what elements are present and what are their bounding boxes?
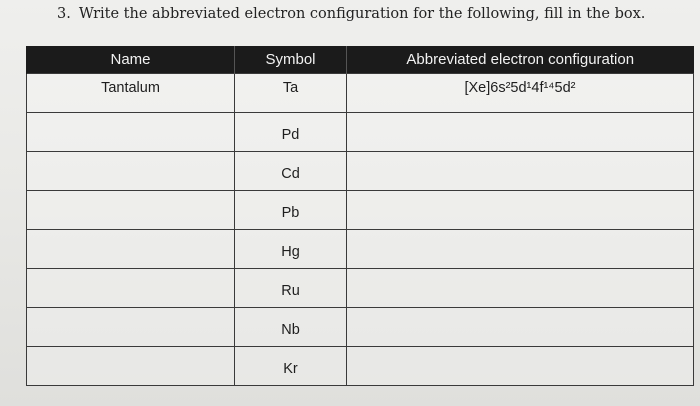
configuration-cell[interactable] xyxy=(347,191,694,230)
configuration-cell[interactable] xyxy=(347,230,694,269)
configuration-text: [Xe]6s²5d¹4f¹⁴5d² xyxy=(464,80,576,96)
question-number: 3. xyxy=(57,6,71,22)
symbol-text: Hg xyxy=(281,244,300,260)
header-name: Name xyxy=(27,46,235,74)
symbol-text: Cd xyxy=(281,166,300,182)
question-prompt xyxy=(57,6,645,22)
name-text: Tantalum xyxy=(101,80,160,96)
symbol-cell xyxy=(235,347,347,386)
table-row xyxy=(27,152,694,191)
configuration-cell[interactable] xyxy=(347,152,694,191)
table-row xyxy=(27,191,694,230)
name-cell[interactable] xyxy=(27,308,235,347)
table-row xyxy=(27,308,694,347)
name-cell[interactable] xyxy=(27,152,235,191)
symbol-cell xyxy=(235,152,347,191)
symbol-cell xyxy=(235,269,347,308)
name-cell[interactable] xyxy=(27,347,235,386)
table-row xyxy=(27,113,694,152)
symbol-text: Pb xyxy=(281,205,300,221)
symbol-cell xyxy=(235,191,347,230)
name-cell[interactable] xyxy=(27,191,235,230)
symbol-cell xyxy=(235,308,347,347)
table-row xyxy=(27,347,694,386)
electron-configuration-table xyxy=(26,46,694,386)
header-configuration: Abbreviated electron configuration xyxy=(347,46,694,74)
configuration-cell[interactable] xyxy=(347,308,694,347)
name-cell[interactable] xyxy=(27,113,235,152)
name-cell[interactable] xyxy=(27,74,235,113)
table-row xyxy=(27,269,694,308)
name-cell[interactable] xyxy=(27,269,235,308)
configuration-cell[interactable] xyxy=(347,74,694,113)
symbol-text: Ta xyxy=(282,80,299,96)
table-row xyxy=(27,74,694,113)
configuration-cell[interactable] xyxy=(347,269,694,308)
table-row xyxy=(27,230,694,269)
question-text: Write the abbreviated electron configuration for the following, fill in the box. xyxy=(78,6,646,22)
symbol-text: Pd xyxy=(281,127,300,143)
configuration-cell[interactable] xyxy=(347,347,694,386)
symbol-text: Nb xyxy=(281,322,300,338)
name-cell[interactable] xyxy=(27,230,235,269)
header-symbol: Symbol xyxy=(235,46,347,74)
symbol-cell xyxy=(235,113,347,152)
symbol-text: Kr xyxy=(283,361,298,377)
symbol-text: Ru xyxy=(281,283,300,299)
table-header-row xyxy=(27,46,694,74)
symbol-cell xyxy=(235,230,347,269)
configuration-cell[interactable] xyxy=(347,113,694,152)
symbol-cell xyxy=(235,74,347,113)
